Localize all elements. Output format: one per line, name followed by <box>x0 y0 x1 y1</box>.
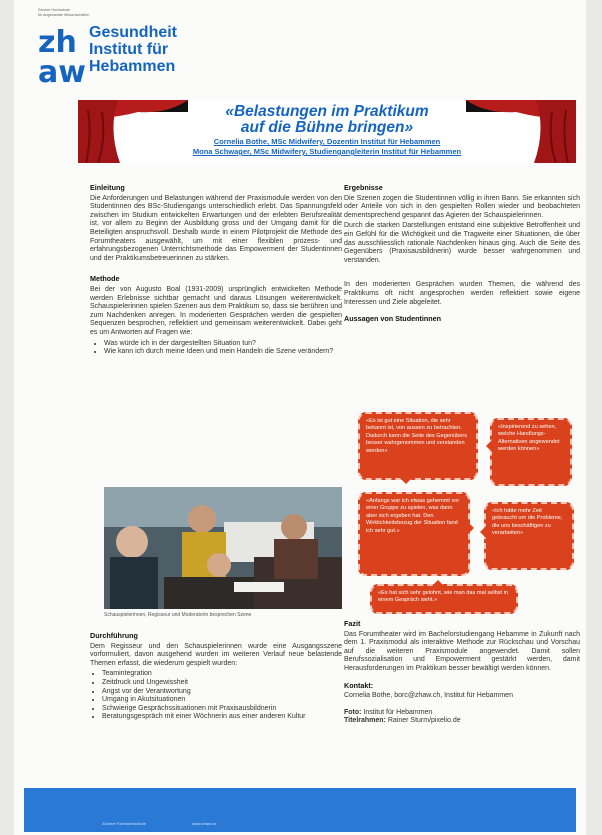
list-item: • Teamintegration <box>102 670 342 679</box>
list-item: • Was würde ich in der dargestellten Situation tun? <box>104 340 342 349</box>
durchfuehrung-list <box>90 670 342 722</box>
list-item: • Schwierige Gesprächssituationen mit Praxisausbildnerin <box>102 705 342 714</box>
institute-line: Gesundheit <box>89 24 178 41</box>
ergebnisse-text-1: Die Szenen zogen die Studentinnen völlig in ihren Bann. Sie erkannten sich oder Anteile von sich in den gespielten Rollen wieder und beobachteten dementsprechend gespannt das Agieren der Schauspielerinnen. <box>344 194 580 219</box>
kontakt-text: Cornelia Bothe, borc@zhaw.ch, Institut für Hebammen <box>344 692 513 700</box>
ergebnisse-text-2: Durch die starken Darstellungen entstand eine subjektive Betroffenheit und ein Gefühl für die Wichtigkeit und die Tragweite einer Situationen, die über das ausschliesslich rationale Nachdenken hinaus ging. Auch die Seite des Gegenübers (Praxisausbildnerin) wurde besser wahrgenommen und verstanden. <box>344 222 580 264</box>
quote-bubble-2: «Inspirierend zu sehen, welche Handlungs-Alternativen angewendet werden können» <box>490 418 572 486</box>
list-item: • Beratungsgespräch mit einer Wöchnerin aus einer anderen Kultur <box>102 713 342 722</box>
methode-text: Bei der von Augusto Boal (1931-2009) ursprünglich entwickelten Methode werden Erlebnisse sichtbar gemacht und daraus Lösungen weiterentwickelt. Schauspielerinnen spielen Szenen aus dem Praktikum so, dass sie berühren und zum Nachdenken anregen. In moderierten Gesprächen werden die gespielten Sequenzen besprochen, reflektiert und gemeinsam weiterentwickelt. Dabei geht es um Antworten auf Fragen wie: <box>90 285 342 336</box>
methode-heading: Methode <box>90 274 120 284</box>
fazit-heading: Fazit <box>344 619 361 628</box>
list-item: • Zeitdruck und Ungewissheit <box>102 679 342 688</box>
durchfuehrung-text: Dem Regisseur und den Schauspielerinnen wurde eine Ausgangsszene vorformuliert, davon ausgehend wurden im weiteren Verlauf neue belastende Themen erfasst, die wiederum gespielt wurden: <box>90 642 342 667</box>
ergebnisse-heading: Ergebnisse <box>344 183 383 192</box>
list-item: • Angst vor der Verantwortung <box>102 688 342 697</box>
footer-bar <box>24 788 576 832</box>
poster-page <box>14 0 586 835</box>
institute-name <box>89 24 177 75</box>
logo-aw: aw <box>38 55 86 88</box>
ergebnisse-text-3: In den moderierten Gesprächen wurden Themen, die während des Praktikums oft nicht angesprochen werden reflektiert sowie eigene Interessen und Ziele abgeleitet. <box>344 281 580 306</box>
quote-bubble-3: «Anfangs war ich etwas gehemmt vor einer Gruppe zu spielen, was dann aber sich ergeben hat. Den Wirklichkeitsbezug der Situation fand ich sehr gut.» <box>358 492 470 576</box>
poster-title <box>110 104 544 136</box>
author-2: Mona Schwager, MSc Midwifery, Studiengangleiterin Institut für Hebammen <box>192 147 462 156</box>
footer-right-text: www.zhaw.ch <box>192 821 217 826</box>
quote-bubble-1: «Es ist gut eine Situation, die sehr bekannt ist, von aussen zu betrachten. Dadurch kann die Seite des Gegenübers besser wahrgenommen und verstanden werden» <box>358 412 478 480</box>
titelrahmen-value: Rainer Sturm/pixelio.de <box>387 717 461 725</box>
photo-caption: Schauspielerinnen, Regisseur und Moderatorin besprechen Szene <box>104 612 252 618</box>
left-column-bottom <box>90 632 342 722</box>
title-line: auf die Bühne bringen» <box>240 119 414 136</box>
list-item: • Wie kann ich durch meine Ideen und mein Handeln die Szene verändern? <box>104 348 342 357</box>
logo-zh: zh <box>38 25 77 60</box>
header-meta <box>38 8 89 17</box>
poster-title-block <box>110 104 544 156</box>
fazit-text: Das Forumtheater wird im Bachelorstudiengang Hebamme in Zukunft nach dem 1. Praxismodul als interaktive Methode zur Rückschau und Vorschau auf die weiteren Praxismodule angewendet. Damit sollen Berufssozialisation und Empowerment gestärkt werden, damit Herausforderungen im Praktikum besser bewältigt werden können. <box>344 630 580 672</box>
list-item: • Umgang in Akutsituationen <box>102 696 342 705</box>
methode-question-list <box>90 340 342 357</box>
footer-left-text: Zürcher Fachhochschule <box>102 821 147 826</box>
right-column-top <box>344 184 580 326</box>
einleitung-text: Die Anforderungen und Belastungen während der Praxismodule werden von den Studentinnen des BSc-Studiengangs unterschiedlich erlebt. Das Spannungsfeld zwischen im Studium entwickelten Erwartungen und der erlebten Berufsrealität ist, vor allem zu Beginn der Ausbildung gross und der Umgang damit für die Beteiligten anspruchsvoll. Deshalb wurde in einem Pilotprojekt die Methode des Forumtheaters ausgewählt, um mit einer flexiblen prozess- und erfahrungsbezogenen Unterrichtsmethode das Empowerment der Studentinnen und der Praktikumsbetreuerinnen zu stärken. <box>90 194 342 262</box>
title-line: «Belastungen im Praktikum <box>225 103 429 120</box>
workshop-photo <box>104 487 342 609</box>
quote-bubble-4: «Ich hätte mehr Zeit gebraucht um die Probleme, die uns beschäftigen zu verarbeiten» <box>484 502 574 570</box>
author-1: Cornelia Bothe, MSc Midwifery, Dozentin Institut für Hebammen <box>213 137 441 146</box>
left-column-top <box>90 184 342 357</box>
meta-line: Zürcher Hochschule <box>38 8 71 12</box>
meta-line: für Angewandte Wissenschaften <box>38 12 90 17</box>
einleitung-heading: Einleitung <box>90 183 125 192</box>
aussagen-heading: Aussagen von Studentinnen <box>344 314 442 324</box>
titelrahmen-label: Titelrahmen: <box>344 717 386 725</box>
quote-bubble-5: «Es hat sich sehr gelohnt, wie man das mal selbst in einem Gespräch sieht.» <box>370 584 518 614</box>
durchfuehrung-heading: Durchführung <box>90 631 138 640</box>
right-column-bottom <box>344 620 580 726</box>
foto-label: Foto: <box>344 708 362 716</box>
institute-line: Hebammen <box>89 58 176 75</box>
institute-line: Institut für <box>89 41 169 58</box>
kontakt-heading: Kontakt: <box>344 680 374 690</box>
foto-value: Institut für Hebammen <box>363 708 433 716</box>
